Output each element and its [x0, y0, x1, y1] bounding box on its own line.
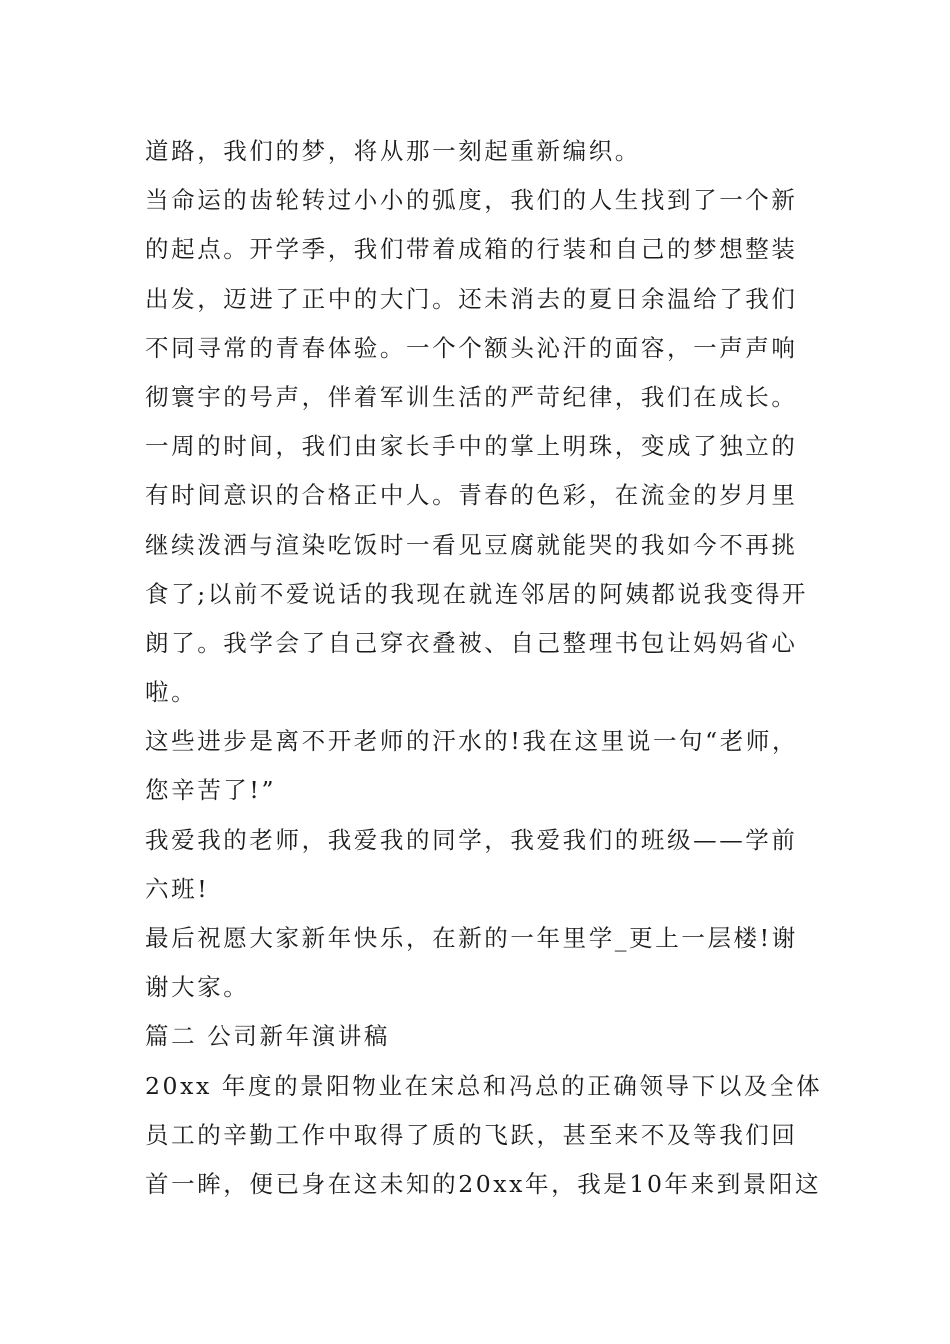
text-line: 道路，我们的梦，将从那一刻起重新编织。 [145, 137, 641, 165]
text-line: 谢大家。 [145, 973, 250, 1002]
text-line: 有时间意识的合格正中人。青春的色彩，在流金的岁月里 [145, 481, 798, 510]
section-heading: 篇二 公司新年演讲稿 [145, 1022, 390, 1051]
text-line: 当命运的齿轮转过小小的弧度，我们的人生找到了一个新 [145, 186, 798, 215]
text-line: 彻寰宇的号声，伴着军训生活的严苛纪律，我们在成长。 [145, 382, 798, 411]
text-line: 六班! [145, 874, 210, 903]
text-line: 我爱我的老师，我爱我的同学，我爱我们的班级——学前 [145, 825, 798, 854]
text-line: 员工的辛勤工作中取得了质的飞跃，甚至来不及等我们回 [145, 1120, 798, 1149]
text-line: 最后祝愿大家新年快乐，在新的一年里学_更上一层楼!谢 [145, 924, 798, 952]
text-line: 不同寻常的青春体验。一个个额头沁汗的面容，一声声响 [145, 333, 798, 362]
text-line: 朗了。我学会了自己穿衣叠被、自己整理书包让妈妈省心 [145, 628, 798, 657]
text-line: 的起点。开学季，我们带着成箱的行装和自己的梦想整装 [145, 235, 798, 264]
text-line: 20xx 年度的景阳物业在宋总和冯总的正确领导下以及全体 [145, 1071, 823, 1100]
text-line: 啦。 [145, 678, 198, 707]
text-line: 继续泼洒与渲染吃饭时一看见豆腐就能哭的我如今不再挑 [145, 530, 798, 559]
text-line: 一周的时间，我们由家长手中的掌上明珠，变成了独立的 [145, 432, 798, 461]
text-line: 出发，迈进了正中的大门。还未消去的夏日余温给了我们 [145, 284, 798, 313]
text-line: 您辛苦了!” [145, 776, 277, 805]
document-body [145, 127, 823, 1209]
text-line: 食了;以前不爱说话的我现在就连邻居的阿姨都说我变得开 [145, 579, 809, 608]
text-line: 首一眸，便已身在这未知的20xx年，我是10年来到景阳这 [145, 1169, 822, 1198]
text-line: 这些进步是离不开老师的汗水的!我在这里说一句“老师， [145, 727, 799, 756]
